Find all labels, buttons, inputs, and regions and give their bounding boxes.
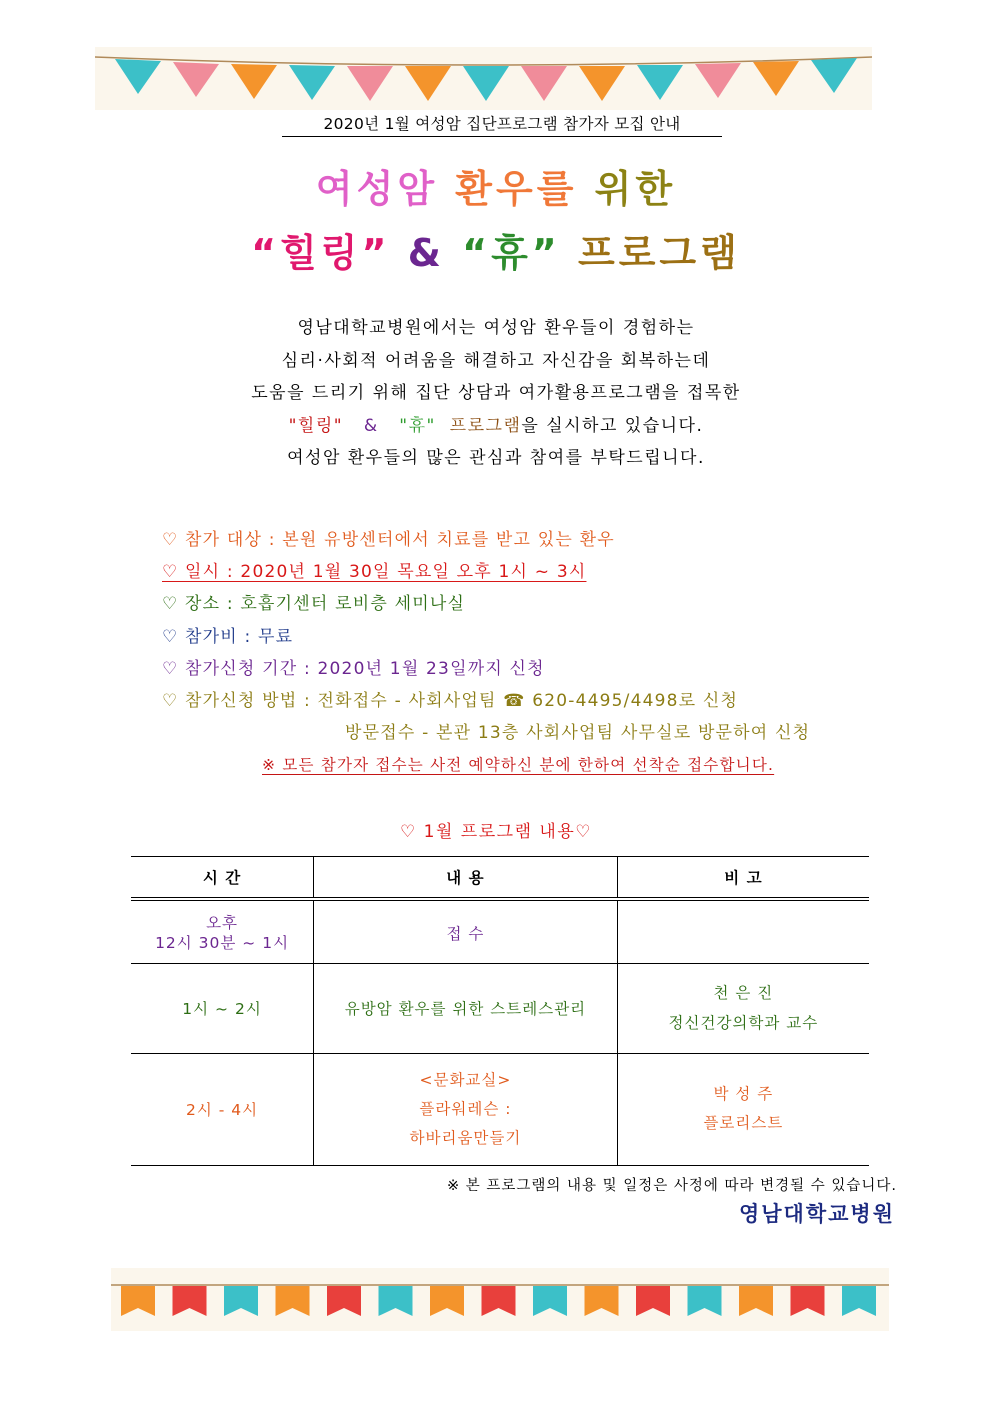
pennant-flag	[482, 1286, 516, 1316]
intro-healing: "힐링"	[288, 415, 344, 436]
intro-paragraph	[0, 312, 992, 475]
intro-line-4-rest: 을 실시하고 있습니다.	[521, 415, 704, 436]
title-healing: “힐링”	[251, 231, 391, 275]
info-datetime: ♡ 일시 : 2020년 1월 30일 목요일 오후 1시 ~ 3시	[162, 562, 587, 583]
row2-content: 유방암 환우를 위한 스트레스관리	[314, 963, 618, 1053]
row1-note	[617, 903, 869, 963]
row3-content-2: 플라워레슨 :	[419, 1099, 512, 1118]
info-datetime-row	[162, 556, 810, 588]
intro-line-5: 여성암 환우들의 많은 관심과 참여를 부탁드립니다.	[287, 448, 705, 468]
row2-note	[617, 963, 869, 1053]
table-row	[131, 903, 869, 963]
info-target: ♡ 참가 대상 : 본원 유방센터에서 치료를 받고 있는 환우	[162, 530, 615, 550]
row3-note-title: 플로리스트	[703, 1114, 784, 1132]
row3-note-name: 박 성 주	[713, 1085, 774, 1103]
top-pennant-banner	[95, 47, 872, 110]
pennant-flag	[688, 1286, 722, 1316]
row3-time: 2시 - 4시	[131, 1053, 314, 1165]
intro-line-4	[0, 410, 992, 443]
title-word-1: 여성암	[315, 167, 439, 211]
pennant-flag	[636, 1286, 670, 1316]
hospital-signature: 영남대학교병원	[738, 1202, 895, 1226]
row1-time	[131, 903, 314, 963]
title-program: 프로그램	[578, 231, 741, 275]
main-title-line1	[0, 158, 992, 213]
info-notice-row	[162, 749, 810, 781]
pennant-flag	[173, 1286, 207, 1316]
table-row	[131, 963, 869, 1053]
info-notice: ※ 모든 참가자 접수는 사전 예약하신 분에 한하여 선착순 접수합니다.	[262, 756, 775, 775]
program-heading: ♡ 1월 프로그램 내용♡	[400, 822, 592, 842]
intro-ampersand: &	[363, 415, 379, 436]
pennant-flag	[224, 1286, 258, 1316]
info-place: ♡ 장소 : 호흡기센터 로비층 세미나실	[162, 594, 466, 615]
table-header-row	[131, 857, 869, 900]
title-hyu: “휴”	[462, 231, 561, 275]
info-method-phone: 전화접수 - 사회사업팀 ☎ 620-4495/4498로 신청	[317, 691, 739, 712]
title-word-2: 환우를	[455, 167, 578, 211]
pennant-flag	[121, 1286, 155, 1316]
row2-note-title: 정신건강의학과 교수	[668, 1014, 819, 1032]
bottom-pennant-banner	[111, 1268, 889, 1331]
pennant-flag	[585, 1286, 619, 1316]
title-word-3: 위한	[594, 167, 677, 211]
info-list	[162, 524, 810, 782]
intro-program: 프로그램	[449, 415, 522, 436]
footer-note: ※ 본 프로그램의 내용 및 일정은 사정에 따라 변경될 수 있습니다.	[446, 1178, 897, 1194]
intro-line-3: 도움을 드리기 위해 집단 상담과 여가활용프로그램을 접목한	[251, 383, 741, 403]
main-title-line2	[0, 222, 992, 277]
pennant-flag	[739, 1286, 773, 1316]
title-ampersand: &	[407, 231, 445, 275]
intro-line-2: 심리·사회적 어려움을 해결하고 자신감을 회복하는데	[281, 350, 711, 371]
row3-content	[314, 1053, 618, 1165]
notice-subtitle: 2020년 1월 여성암 집단프로그램 참가자 모집 안내	[282, 112, 722, 137]
pennant-flag	[791, 1286, 825, 1316]
row3-note	[617, 1053, 869, 1165]
row1-content: 접 수	[314, 903, 618, 963]
pennant-flag	[276, 1286, 310, 1316]
intro-line-1: 영남대학교병원에서는 여성암 환우들이 경험하는	[297, 318, 695, 338]
top-pennant-flags	[95, 47, 872, 110]
program-table	[131, 856, 869, 1166]
info-fee: ♡ 참가비 : 무료	[162, 626, 294, 647]
info-method-visit: 방문접수 - 본관 13층 사회사업팀 사무실로 방문하여 신청	[345, 723, 811, 744]
info-method-row	[162, 685, 810, 717]
row3-content-1: <문화교실>	[419, 1070, 512, 1089]
pennant-flag	[379, 1286, 413, 1316]
pennant-flag	[327, 1286, 361, 1316]
col-header-content: 내 용	[314, 857, 618, 900]
table-row	[131, 1053, 869, 1165]
col-header-note: 비 고	[617, 857, 869, 900]
row2-note-name: 천 은 진	[713, 984, 774, 1002]
pennant-flag	[842, 1286, 876, 1316]
pennant-flag	[430, 1286, 464, 1316]
col-header-time: 시 간	[131, 857, 314, 900]
info-method-label: ♡ 참가신청 방법 :	[162, 691, 318, 712]
bottom-pennant-flags	[111, 1268, 889, 1331]
intro-hyu: "휴"	[399, 415, 436, 436]
info-period: ♡ 참가신청 기간 : 2020년 1월 23일까지 신청	[162, 658, 545, 679]
pennant-flag	[533, 1286, 567, 1316]
row1-time-ampm: 오후	[206, 913, 239, 932]
row1-time-range: 12시 30분 ~ 1시	[155, 933, 290, 952]
row3-content-3: 하바리움만들기	[409, 1128, 522, 1147]
row2-time: 1시 ~ 2시	[131, 963, 314, 1053]
